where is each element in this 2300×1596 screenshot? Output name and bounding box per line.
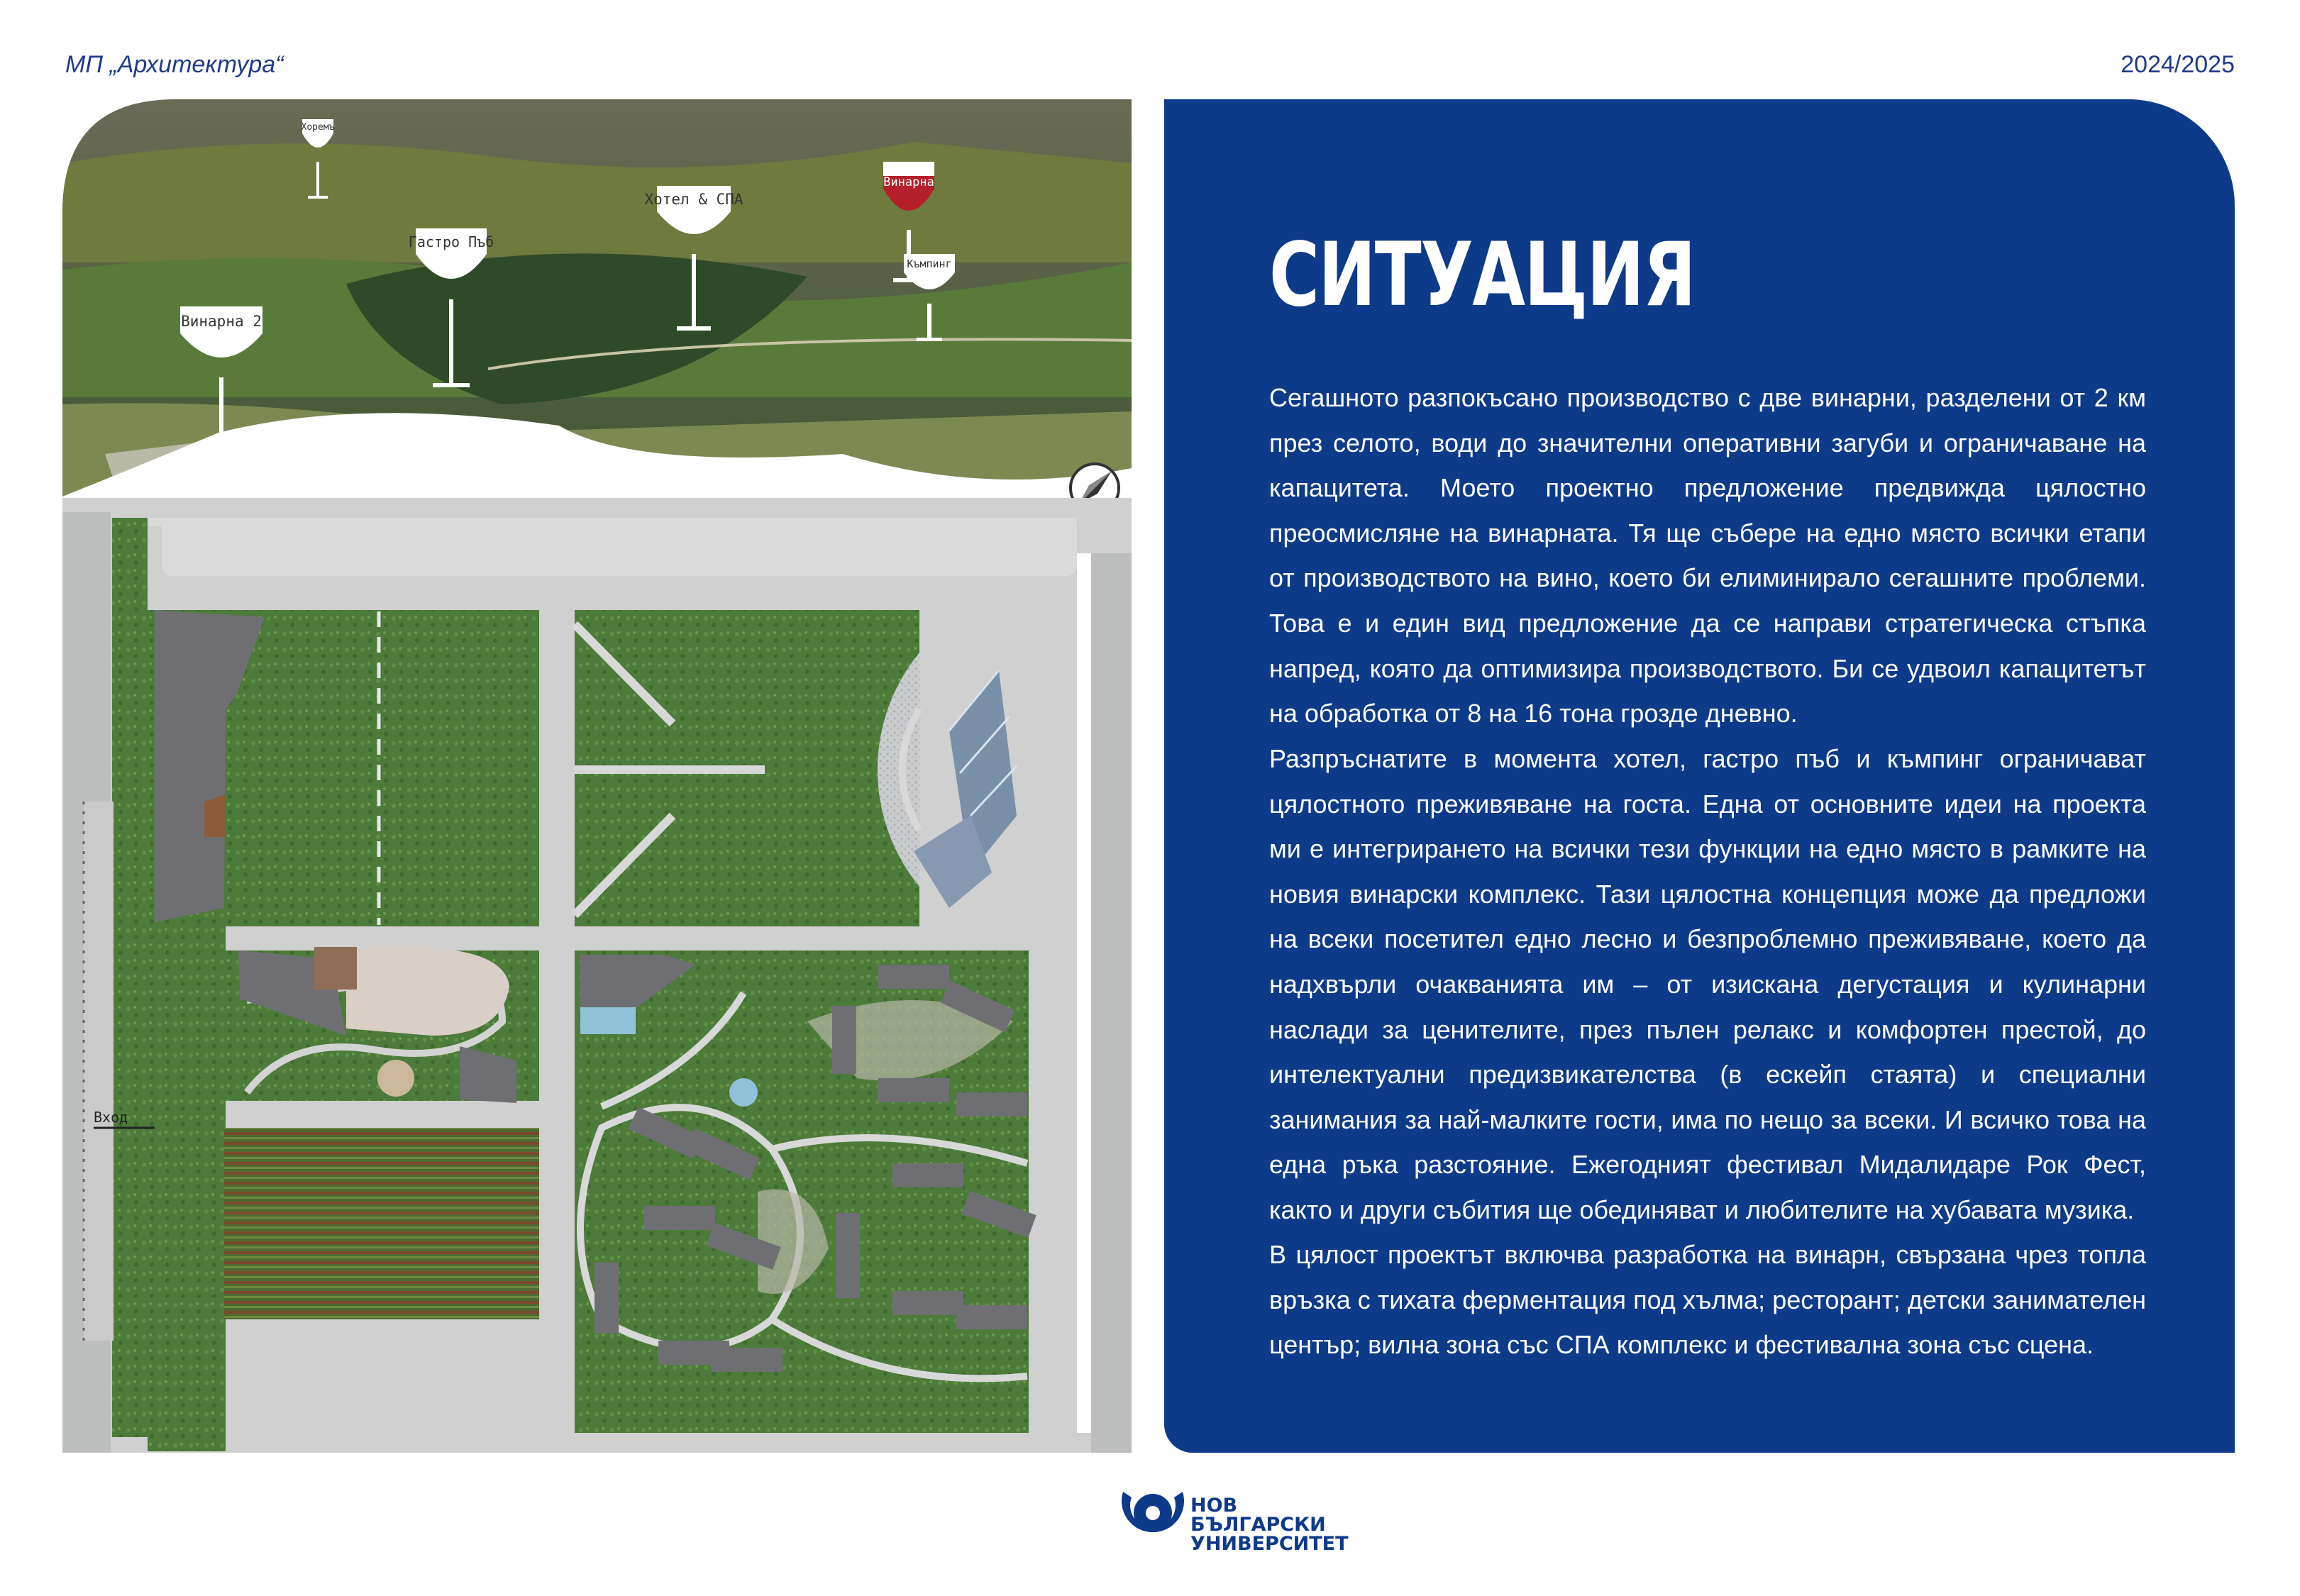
site-plan	[62, 498, 1132, 1453]
header-year: 2024/2025	[2121, 51, 2235, 78]
pin-label-camping: Къмпинг	[907, 257, 952, 270]
pin-label-gastro-pub: Гастро Пъб	[408, 233, 494, 250]
pin-label-winery: Винарна	[883, 175, 934, 189]
entrance-label: Вход	[94, 1109, 128, 1126]
nbu-emblem-icon	[1117, 1479, 1188, 1571]
section-title: СИТУАЦИЯ	[1269, 224, 1696, 326]
pin-label-horemi: Хоремъ	[301, 122, 335, 133]
nbu-name: НОВ БЪЛГАРСКИ УНИВЕРСИТЕТ	[1190, 1495, 1349, 1555]
header-program: МП „Архитектура“	[65, 51, 284, 78]
description-panel	[1164, 99, 2235, 1453]
pin-label-winery-2: Винарна 2	[181, 313, 262, 330]
nbu-logo	[1117, 1479, 1373, 1571]
paragraph-experience: Разпръснатите в момента хотел, гастро пъб и къмпинг ограничават цялостното преживяване на госта. Една от основните идеи на проекта ми е интегрирането на всички тези функции на едно място в рамките на новия винарски комплекс. Тази цялостна концепция може да предложи на всеки посетител едно лесно и безпроблемно преживяване, което да надхвърли очакванията им – от изискана дегустация и кулинарни наслади за ценителите, през пълен релакс и комфортен престой, до интелектуални предизвикателства (в ескейп стаята) и специални занимания за най-малките гости, има по нещо за всеки. И всичко това на една ръка разстояние. Ежегодният фестивал Мидалидаре Рок Фест, както и други събития ще обединяват и любителите на хубавата музика.	[1269, 744, 2146, 1224]
situation-visual	[62, 99, 1132, 1453]
paragraph-production: Сегашното разпокъсано производство с две винарни, разделени от 2 км през селото, води до значителни оперативни загуби и ограничаване на капацитета. Моето проектно предложение предвижда цялостно преосмисляне на винарната. Тя ще събере на едно място всички етапи от производството на вино, което би елиминирало сегашните проблеми. Това е и един вид предложение да се направи стратегическа стъпка напред, която да оптимизира производството. Би се удвоил капацитетът на обработка от 8 на 16 тона грозде дневно.	[1269, 383, 2146, 728]
pin-label-hotel-spa: Хотел & СПА	[644, 191, 743, 208]
paragraph-scope: В цялост проектът включва разработка на винарн, свързана чрез топла връзка с тихата ферментация под хълма; ресторант; детски занимателен център; вилна зона със СПА комплекс и фестивална зона със сцена.	[1269, 1240, 2146, 1360]
